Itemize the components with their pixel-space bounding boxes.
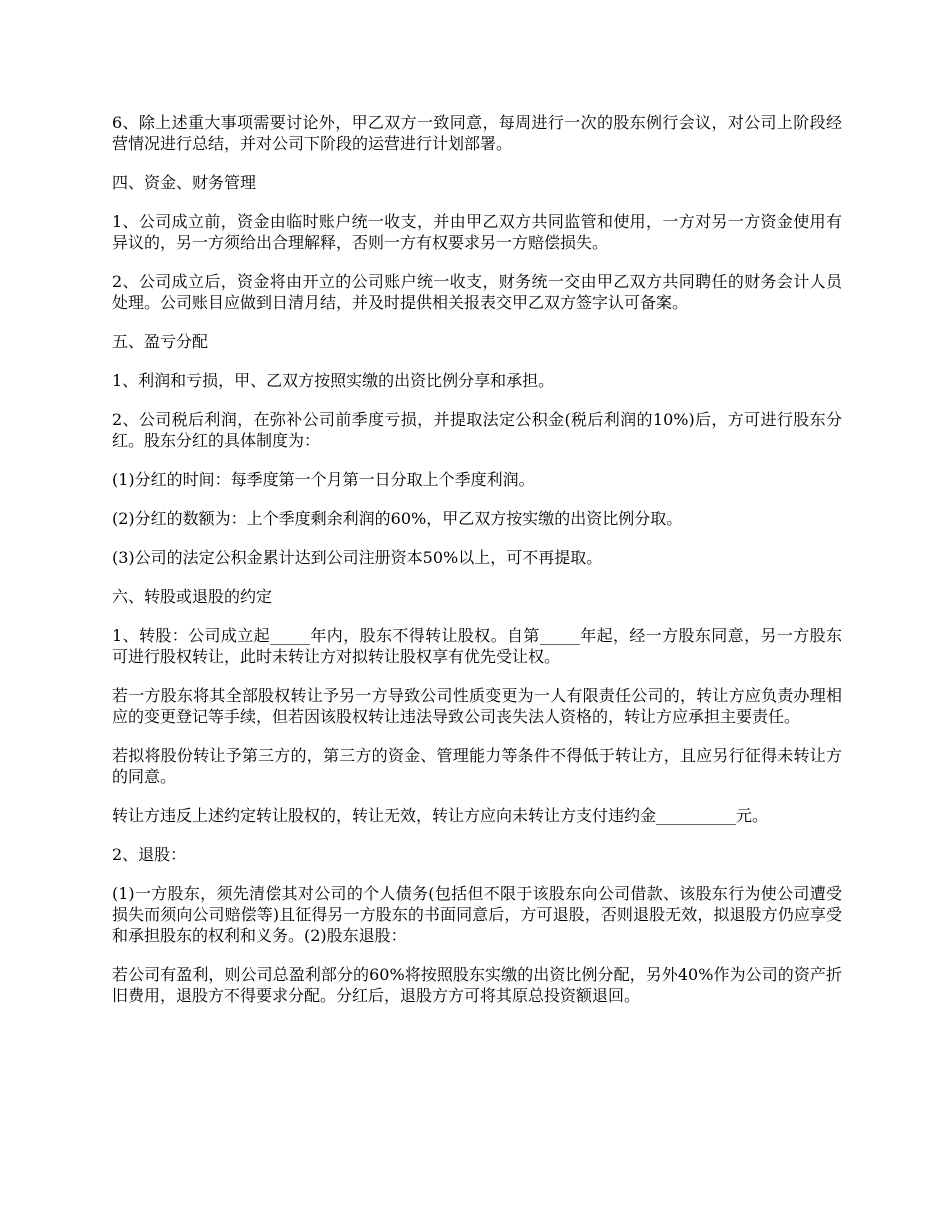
paragraph-share-transfer: 1、转股：公司成立起_____年内，股东不得转让股权。自第_____年起，经一方股东同意，另一方股东可进行股权转让，此时未转让方对拟转让股权享有优先受让权。 bbox=[112, 626, 842, 666]
paragraph-transfer-to-other-party: 若一方股东将其全部股权转让予另一方导致公司性质变更为一人有限责任公司的，转让方应负责办理相应的变更登记等手续，但若因该股权转让违法导致公司丧失法人资格的，转让方应承担主要责任。 bbox=[112, 686, 842, 726]
paragraph-profit-loss-sharing: 1、利润和亏损，甲、乙双方按照实缴的出资比例分享和承担。 bbox=[112, 371, 555, 390]
paragraph-funds-before-establishment: 1、公司成立前，资金由临时账户统一收支，并由甲乙双方共同监管和使用，一方对另一方资金使用有异议的，另一方须给出合理解释，否则一方有权要求另一方赔偿损失。 bbox=[112, 212, 842, 252]
subheading-withdrawal: 2、退股： bbox=[112, 845, 187, 864]
paragraph-withdrawal-profit: 若公司有盈利，则公司总盈利部分的60%将按照股东实缴的出资比例分配，另外40%作为公司的资产折旧费用，退股方不得要求分配。分红后，退股方方可将其原总投资额退回。 bbox=[112, 965, 842, 1005]
paragraph-transfer-to-third-party: 若拟将股份转让予第三方的，第三方的资金、管理能力等条件不得低于转让方，且应另行征得未转让方的同意。 bbox=[112, 746, 842, 786]
paragraph-dividend-time: (1)分红的时间：每季度第一个月第一日分取上个季度利润。 bbox=[112, 470, 535, 489]
paragraph-6-shareholder-meeting: 6、除上述重大事项需要讨论外，甲乙双方一致同意，每周进行一次的股东例行会议，对公司上阶段经营情况进行总结，并对公司下阶段的运营进行计划部署。 bbox=[112, 113, 842, 153]
paragraph-withdrawal-conditions: (1)一方股东，须先清偿其对公司的个人债务(包括但不限于该股东向公司借款、该股东行为使公司遭受损失而须向公司赔偿等)且征得另一方股东的书面同意后，方可退股，否则退股无效，拟退股方仍应享受和承担股东的权利和义务。(2)股东退股： bbox=[112, 884, 842, 945]
paragraph-dividend-amount: (2)分红的数额为：上个季度剩余利润的60%，甲乙双方按实缴的出资比例分取。 bbox=[112, 509, 683, 528]
paragraph-funds-after-establishment: 2、公司成立后，资金将由开立的公司账户统一收支，财务统一交由甲乙双方共同聘任的财务会计人员处理。公司账目应做到日清月结，并及时提供相关报表交甲乙双方签字认可备案。 bbox=[112, 272, 842, 312]
section-heading-share-transfer: 六、转股或退股的约定 bbox=[112, 587, 273, 606]
paragraph-statutory-reserve: (3)公司的法定公积金累计达到公司注册资本50%以上，可不再提取。 bbox=[112, 548, 603, 567]
paragraph-transfer-breach: 转让方违反上述约定转让股权的，转让无效，转让方应向未转让方支付违约金__________元。 bbox=[112, 806, 769, 825]
section-heading-profit-distribution: 五、盈亏分配 bbox=[112, 332, 209, 351]
section-heading-finance: 四、资金、财务管理 bbox=[112, 173, 257, 192]
document-page bbox=[112, 112, 842, 1024]
paragraph-after-tax-profit: 2、公司税后利润，在弥补公司前季度亏损，并提取法定公积金(税后利润的10%)后，方可进行股东分红。股东分红的具体制度为： bbox=[112, 410, 842, 450]
